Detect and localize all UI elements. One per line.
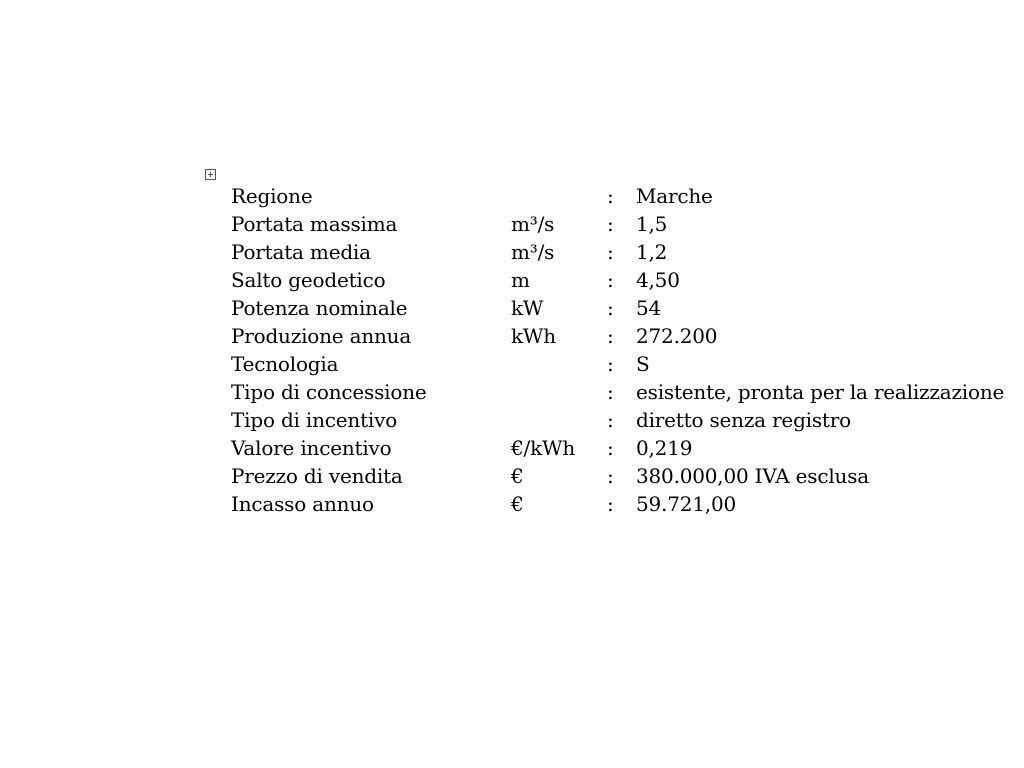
row-value: S	[636, 352, 650, 376]
table-row	[231, 322, 1016, 350]
row-label: Regione	[231, 184, 313, 208]
row-separator: :	[607, 296, 614, 320]
table-row	[231, 490, 1016, 518]
table-row	[231, 182, 1016, 210]
row-label: Tecnologia	[231, 352, 339, 376]
row-unit: m³/s	[511, 240, 555, 264]
row-separator: :	[607, 408, 614, 432]
row-value: diretto senza registro	[636, 408, 851, 432]
row-separator: :	[607, 212, 614, 236]
row-unit: €/kWh	[511, 436, 576, 460]
table-row	[231, 238, 1016, 266]
row-label: Portata media	[231, 240, 371, 264]
row-label: Tipo di incentivo	[231, 408, 398, 432]
row-separator: :	[607, 436, 614, 460]
row-unit: m³/s	[511, 212, 555, 236]
row-unit: m	[511, 268, 530, 292]
table-move-handle-icon[interactable]	[205, 169, 216, 180]
specifications-table-body	[231, 182, 1016, 518]
row-separator: :	[607, 268, 614, 292]
row-value: 59.721,00	[636, 492, 736, 516]
row-unit: kW	[511, 296, 544, 320]
row-separator: :	[607, 240, 614, 264]
row-label: Produzione annua	[231, 324, 412, 348]
row-separator: :	[607, 380, 614, 404]
row-value: 1,5	[636, 212, 668, 236]
row-label: Portata massima	[231, 212, 398, 236]
row-separator: :	[607, 492, 614, 516]
row-unit	[511, 182, 607, 210]
row-separator: :	[607, 324, 614, 348]
row-unit: €	[511, 492, 524, 516]
table-row	[231, 294, 1016, 322]
table-row	[231, 210, 1016, 238]
table-row	[231, 434, 1016, 462]
row-label: Prezzo di vendita	[231, 464, 403, 488]
row-unit	[511, 406, 607, 434]
row-separator: :	[607, 184, 614, 208]
row-label: Tipo di concessione	[231, 380, 427, 404]
row-value: 4,50	[636, 268, 680, 292]
row-value: esistente, pronta per la realizzazione	[636, 380, 1005, 404]
row-label: Potenza nominale	[231, 296, 408, 320]
row-separator: :	[607, 464, 614, 488]
row-unit	[511, 350, 607, 378]
row-separator: :	[607, 352, 614, 376]
row-value: 1,2	[636, 240, 668, 264]
row-label: Salto geodetico	[231, 268, 386, 292]
row-label: Incasso annuo	[231, 492, 374, 516]
row-label: Valore incentivo	[231, 436, 392, 460]
specifications-table	[231, 182, 1016, 518]
row-value: 54	[636, 296, 662, 320]
table-row	[231, 266, 1016, 294]
row-unit	[511, 378, 607, 406]
table-row	[231, 350, 1016, 378]
row-value: Marche	[636, 184, 713, 208]
row-value: 272.200	[636, 324, 718, 348]
row-value: 0,219	[636, 436, 693, 460]
row-unit: €	[511, 464, 524, 488]
row-unit: kWh	[511, 324, 556, 348]
table-row	[231, 378, 1016, 406]
table-row	[231, 462, 1016, 490]
row-value: 380.000,00 IVA esclusa	[636, 464, 870, 488]
table-row	[231, 406, 1016, 434]
